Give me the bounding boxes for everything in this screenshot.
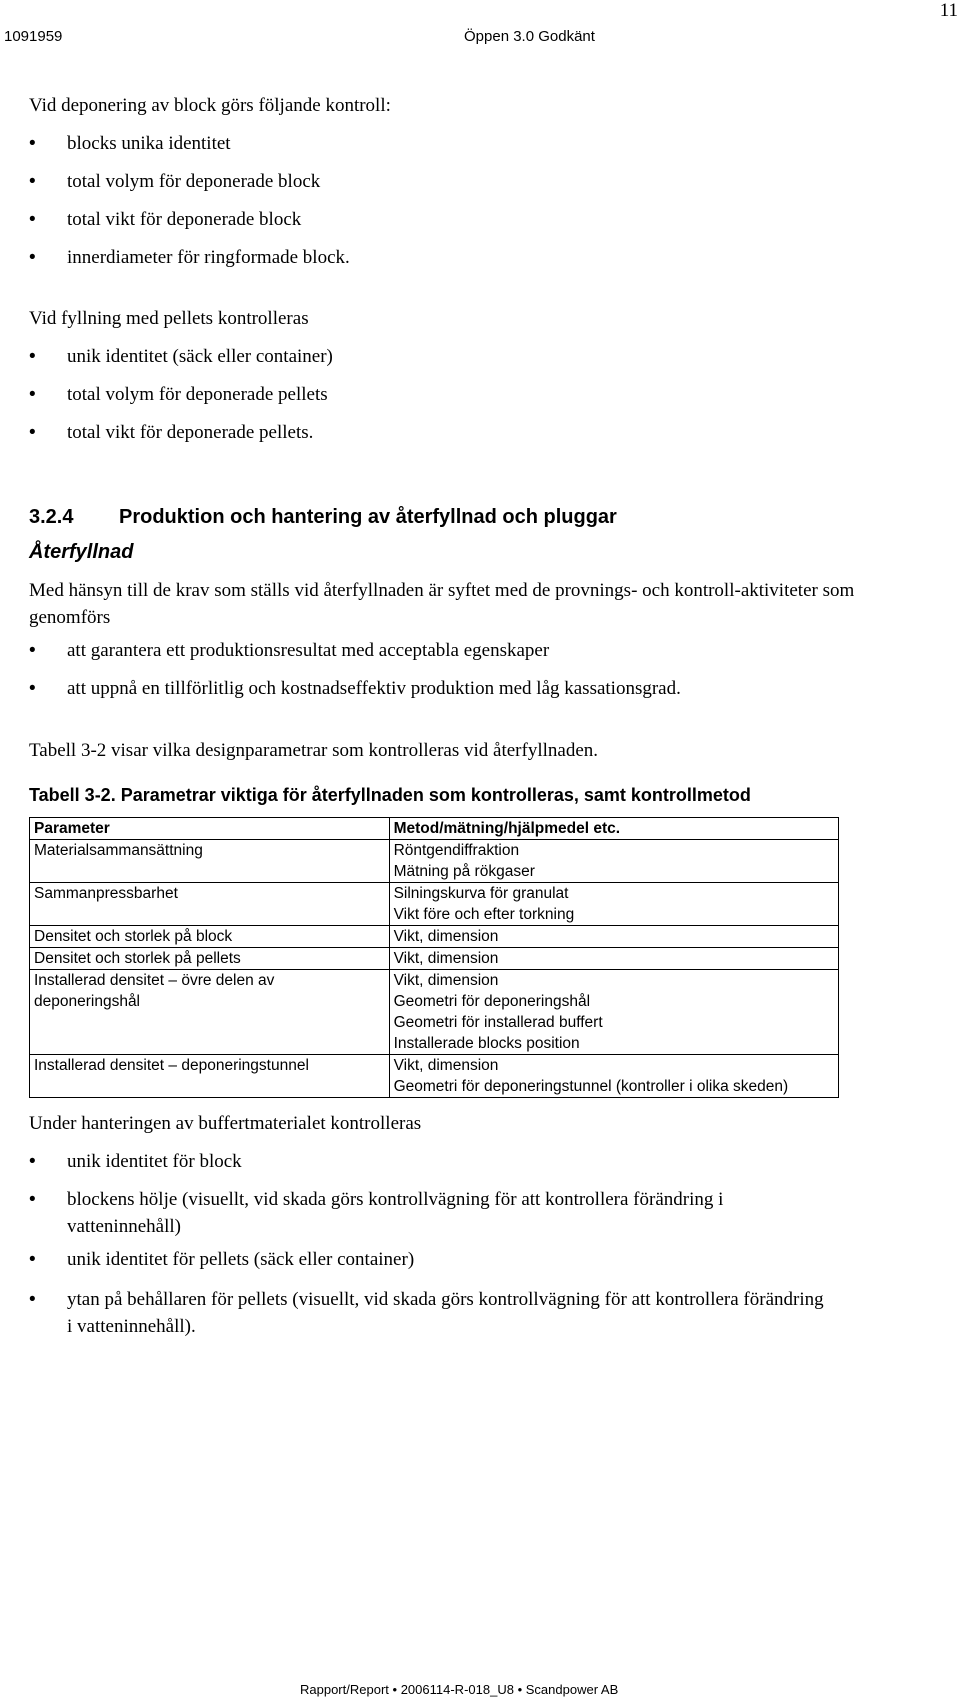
list-item: • unik identitet för block	[29, 1148, 829, 1186]
method-line: Vikt före och efter torkning	[393, 906, 575, 923]
list-item: • blockens hölje (visuellt, vid skada görs kontrollvägning för att kontrollera förändring i vatteninnehåll)	[29, 1186, 829, 1246]
document-footer	[300, 1682, 618, 1697]
list-item: • unik identitet för pellets (säck eller container)	[29, 1246, 829, 1286]
handling-checks-list	[29, 1148, 829, 1346]
table-cell-parameter: Densitet och storlek på block	[30, 926, 390, 948]
table-cell-method	[389, 926, 838, 948]
method-line: Vikt, dimension	[393, 1057, 499, 1074]
method-line: Vikt, dimension	[393, 972, 499, 989]
table-cell-parameter: Sammanpressbarhet	[30, 883, 390, 926]
bullet-separator-icon: •	[517, 1682, 523, 1697]
document-id: 1091959	[4, 28, 63, 45]
table-row	[30, 926, 839, 948]
table-cell-method	[389, 970, 838, 1055]
list-item: • innerdiameter för ringformade block.	[29, 244, 929, 282]
method-line: Vikt, dimension	[393, 928, 499, 945]
bullet-separator-icon: •	[392, 1682, 398, 1697]
section-number: 3.2.4	[29, 506, 74, 528]
method-line: Geometri för deponeringstunnel (kontroller i olika skeden)	[393, 1078, 789, 1095]
purpose-list	[29, 637, 929, 713]
footer-company: Scandpower AB	[525, 1682, 619, 1697]
list-item: • total volym för deponerade pellets	[29, 381, 929, 419]
intro-paragraph-1: Vid deponering av block görs följande kontroll:	[29, 95, 391, 116]
document-status: Öppen 3.0 Godkänt	[464, 28, 595, 45]
block-checks-list	[29, 130, 929, 282]
page-number: 11	[939, 0, 958, 21]
method-line: Installerade blocks position	[393, 1035, 580, 1052]
table-header-row	[30, 818, 839, 840]
list-item: • att garantera ett produktionsresultat med acceptabla egenskaper	[29, 637, 929, 675]
table-header-method: Metod/mätning/hjälpmedel etc.	[389, 818, 838, 840]
list-item: • att uppnå en tillförlitlig och kostnadseffektiv produktion med låg kassationsgrad.	[29, 675, 929, 713]
table-row	[30, 883, 839, 926]
method-line: Geometri för installerad buffert	[393, 1014, 603, 1031]
table-cell-method	[389, 840, 838, 883]
table-cell-parameter: Materialsammansättning	[30, 840, 390, 883]
table-cell-parameter: Installerad densitet – deponeringstunnel	[30, 1055, 390, 1098]
section-heading	[29, 506, 617, 529]
table-cell-method	[389, 883, 838, 926]
parameter-table	[29, 817, 839, 1098]
document-header	[4, 28, 952, 45]
pellet-checks-list	[29, 343, 929, 457]
section-title: Produktion och hantering av återfyllnad och pluggar	[119, 506, 617, 528]
footer-report-number: 2006114-R-018_U8	[400, 1682, 514, 1697]
list-item: • ytan på behållaren för pellets (visuellt, vid skada görs kontrollvägning för att kontrollera förändring i vatteninnehåll).	[29, 1286, 829, 1346]
list-item: • total volym för deponerade block	[29, 168, 929, 206]
paragraph-2: Tabell 3-2 visar vilka designparametrar som kontrolleras vid återfyllnaden.	[29, 740, 599, 761]
table-row	[30, 1055, 839, 1098]
table-cell-parameter: Installerad densitet – övre delen av deponeringshål	[30, 970, 390, 1055]
method-line: Geometri för deponeringshål	[393, 993, 591, 1010]
paragraph-1: Med hänsyn till de krav som ställs vid återfyllnaden är syftet med de provnings- och kontroll-aktiviteter som genomförs	[29, 580, 855, 628]
list-item: • unik identitet (säck eller container)	[29, 343, 929, 381]
list-item: • total vikt för deponerade pellets.	[29, 419, 929, 457]
intro-paragraph-3: Under hanteringen av buffertmaterialet kontrolleras	[29, 1113, 422, 1134]
list-item: • blocks unika identitet	[29, 130, 929, 168]
list-item: • total vikt för deponerade block	[29, 206, 929, 244]
table-header-parameter: Parameter	[30, 818, 390, 840]
subheading: Återfyllnad	[29, 541, 134, 563]
table-cell-method	[389, 948, 838, 970]
table-cell-parameter: Densitet och storlek på pellets	[30, 948, 390, 970]
table-row	[30, 970, 839, 1055]
footer-report: Rapport/Report	[300, 1682, 389, 1697]
method-line: Röntgendiffraktion	[393, 842, 520, 859]
table-row	[30, 948, 839, 970]
table-cell-method	[389, 1055, 838, 1098]
table-caption: Tabell 3-2. Parametrar viktiga för återfyllnaden som kontrolleras, samt kontrollmetod	[29, 785, 751, 805]
method-line: Vikt, dimension	[393, 950, 499, 967]
method-line: Mätning på rökgaser	[393, 863, 535, 880]
table-row	[30, 840, 839, 883]
intro-paragraph-2: Vid fyllning med pellets kontrolleras	[29, 308, 309, 329]
method-line: Silningskurva för granulat	[393, 885, 569, 902]
